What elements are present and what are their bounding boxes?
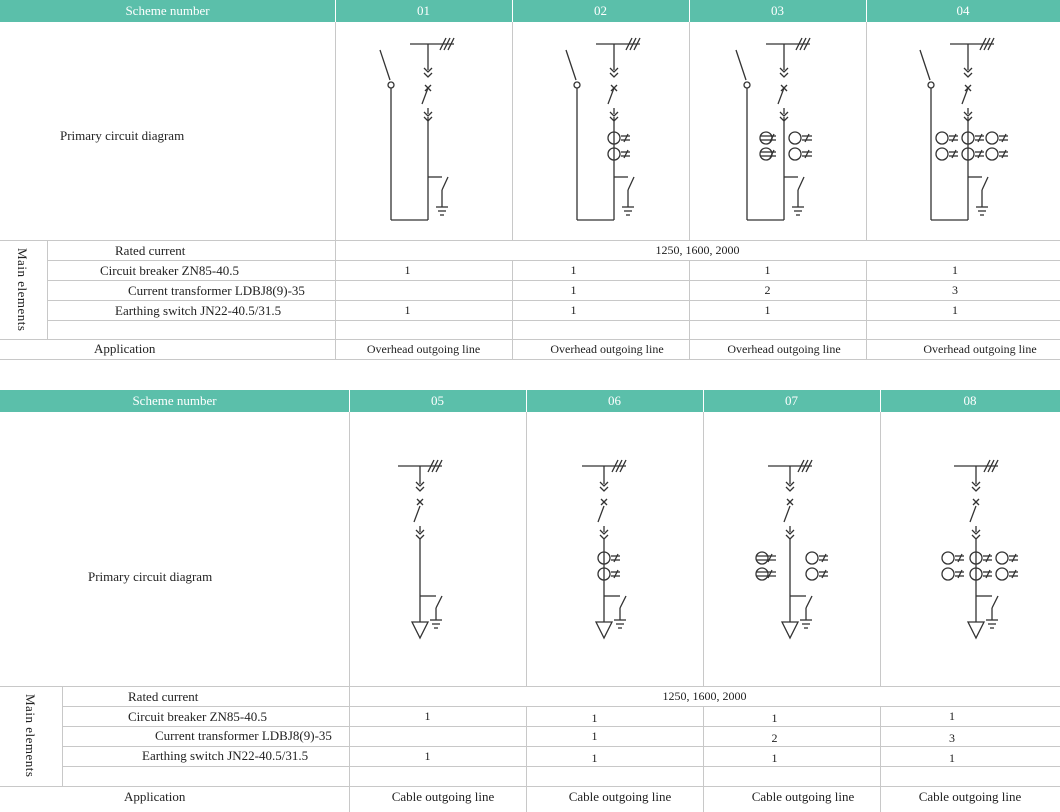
current-transformer-qty-06: 1 xyxy=(591,729,598,743)
scheme-number-06: 06 xyxy=(608,393,621,408)
current-transformer-label: Current transformer LDBJ8(9)-35 xyxy=(155,728,332,743)
main-elements-label: Main elements xyxy=(15,248,30,332)
application-02: Overhead outgoing line xyxy=(550,342,664,356)
application-label: Application xyxy=(124,789,186,804)
circuit-diagram-04 xyxy=(912,32,1022,227)
current-transformer-qty-03: 2 xyxy=(764,283,771,297)
earthing-switch-qty-05: 1 xyxy=(424,749,431,763)
circuit-diagram-05 xyxy=(380,454,480,649)
scheme-number-05: 05 xyxy=(431,393,444,408)
earthing-switch-qty-07: 1 xyxy=(771,751,778,765)
rated-current-value: 1250, 1600, 2000 xyxy=(655,243,740,257)
rated-current-value: 1250, 1600, 2000 xyxy=(662,689,747,703)
earthing-switch-qty-02: 1 xyxy=(570,303,577,317)
earthing-switch-qty-03: 1 xyxy=(764,303,771,317)
application-07: Cable outgoing line xyxy=(751,789,855,804)
earthing-switch-qty-08: 1 xyxy=(949,751,955,765)
application-01: Overhead outgoing line xyxy=(366,342,481,356)
application-06: Cable outgoing line xyxy=(568,789,672,804)
primary-circuit-label: Primary circuit diagram xyxy=(60,128,185,143)
scheme-number-02: 02 xyxy=(594,3,607,18)
circuit-breaker-qty-01: 1 xyxy=(404,263,411,277)
circuit-diagram-08 xyxy=(936,454,1036,649)
scheme-number-label: Scheme number xyxy=(132,393,217,408)
current-transformer-qty-04: 3 xyxy=(952,283,958,297)
rated-current-label: Rated current xyxy=(128,689,199,704)
circuit-diagram-02 xyxy=(558,32,658,227)
scheme-number-07: 07 xyxy=(785,393,798,408)
main-elements-label: Main elements xyxy=(23,694,38,778)
earthing-switch-label: Earthing switch JN22-40.5/31.5 xyxy=(115,303,282,318)
circuit-breaker-qty-03: 1 xyxy=(764,263,771,277)
rated-current-label: Rated current xyxy=(115,243,186,258)
circuit-diagram-01 xyxy=(372,32,472,227)
circuit-breaker-qty-02: 1 xyxy=(570,263,577,277)
application-03: Overhead outgoing line xyxy=(727,342,841,356)
earthing-switch-qty-01: 1 xyxy=(404,303,411,317)
table-header xyxy=(0,390,1060,412)
scheme-table-2 xyxy=(0,390,1060,812)
circuit-diagram-06 xyxy=(564,454,664,649)
scheme-table-1 xyxy=(0,0,1060,360)
table-header xyxy=(0,0,1060,22)
circuit-breaker-qty-04: 1 xyxy=(952,263,958,277)
circuit-diagram-03 xyxy=(728,32,828,227)
primary-circuit-label: Primary circuit diagram xyxy=(88,569,213,584)
scheme-number-03: 03 xyxy=(771,3,784,18)
current-transformer-qty-08: 3 xyxy=(949,731,955,745)
scheme-number-08: 08 xyxy=(963,393,977,408)
circuit-breaker-qty-08: 1 xyxy=(949,709,955,723)
current-transformer-qty-07: 2 xyxy=(771,731,778,745)
circuit-breaker-label: Circuit breaker ZN85-40.5 xyxy=(128,709,267,724)
circuit-breaker-qty-05: 1 xyxy=(424,709,431,723)
application-08: Cable outgoing line xyxy=(918,789,1022,804)
application-04: Overhead outgoing line xyxy=(923,342,1037,356)
circuit-breaker-label: Circuit breaker ZN85-40.5 xyxy=(100,263,239,278)
circuit-breaker-qty-07: 1 xyxy=(771,711,778,725)
application-label: Application xyxy=(94,341,156,356)
earthing-switch-label: Earthing switch JN22-40.5/31.5 xyxy=(142,748,309,763)
circuit-breaker-qty-06: 1 xyxy=(591,711,598,725)
current-transformer-label: Current transformer LDBJ8(9)-35 xyxy=(128,283,305,298)
scheme-number-04: 04 xyxy=(956,3,970,18)
application-05: Cable outgoing line xyxy=(391,789,495,804)
scheme-number-label: Scheme number xyxy=(125,3,210,18)
scheme-number-01: 01 xyxy=(417,3,430,18)
circuit-diagram-07 xyxy=(750,454,850,649)
earthing-switch-qty-04: 1 xyxy=(952,303,958,317)
earthing-switch-qty-06: 1 xyxy=(591,751,598,765)
current-transformer-qty-02: 1 xyxy=(570,283,577,297)
